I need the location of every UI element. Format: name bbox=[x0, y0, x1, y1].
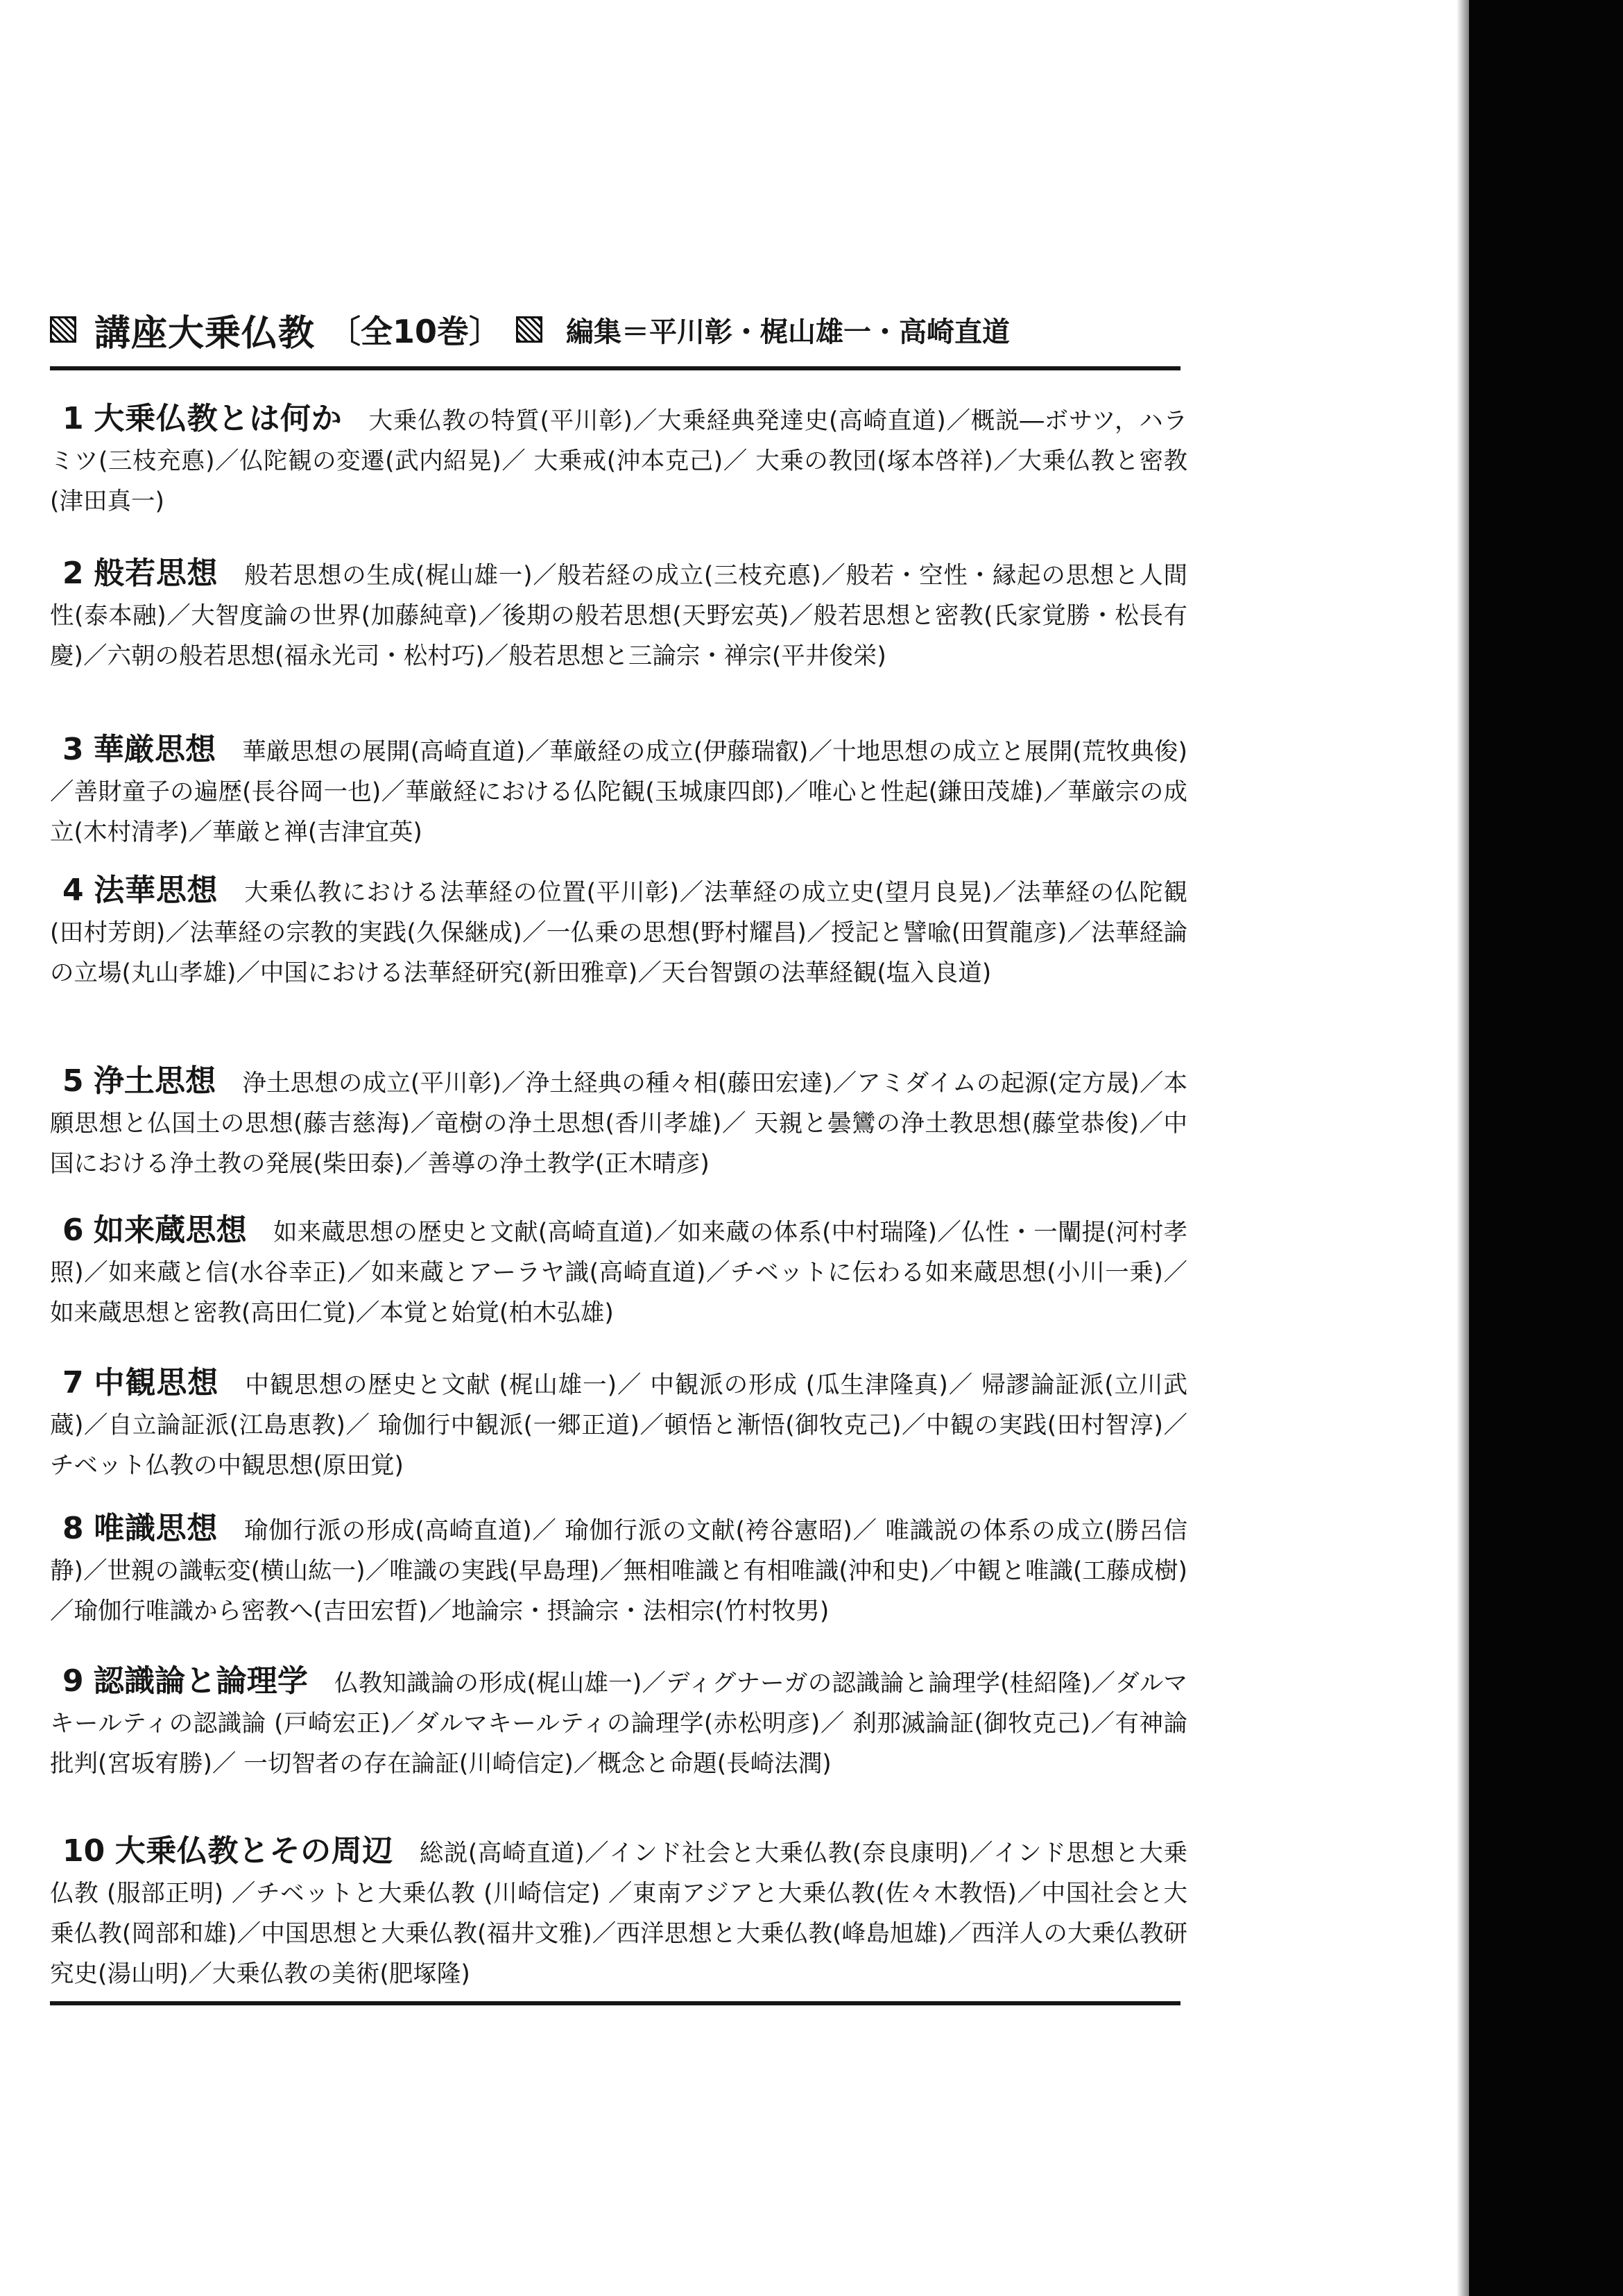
volume-entry bbox=[50, 554, 1187, 676]
volume-number: 7 bbox=[62, 1365, 84, 1400]
volume-number: 4 bbox=[62, 873, 84, 908]
volume-contents: 浄土思想の成立(平川彰)／浄土経典の種々相(藤田宏達)／アミダイムの起源(定方晟)／本願思想と仏国土の思想(藤吉慈海)／竜樹の浄土思想(香川孝雄)／ 天親と曇鸞の浄土教思想(藤堂恭俊)／中国における浄土教の発展(柴田泰)／善導の浄土教学(正木晴彦) bbox=[50, 1070, 1187, 1178]
top-rule bbox=[50, 366, 1180, 370]
volume-title: 唯識思想 bbox=[93, 1511, 218, 1546]
volume-number: 3 bbox=[62, 732, 84, 767]
volume-entry bbox=[50, 1363, 1187, 1486]
hatch-mark-icon bbox=[50, 316, 76, 343]
page-edge bbox=[1469, 0, 1623, 2296]
volume-contents: 如来蔵思想の歴史と文献(高崎直道)／如来蔵の体系(中村瑞隆)／仏性・一闡提(河村孝照)／如来蔵と信(水谷幸正)／如来蔵とアーラヤ識(高崎直道)／チベットに伝わる如来蔵思想(小川一乗)／如来蔵思想と密教(高田仁覚)／本覚と始覚(柏木弘雄) bbox=[50, 1219, 1188, 1327]
volume-entry bbox=[50, 399, 1187, 522]
volume-entry bbox=[50, 1509, 1187, 1631]
volume-title: 大乗仏教とは何か bbox=[93, 401, 343, 436]
page-edge-shadow bbox=[1457, 0, 1470, 2296]
volume-contents: 仏教知識論の形成(梶山雄一)／ディグナーガの認識論と論理学(桂紹隆)／ダルマキールティの認識論 (戸崎宏正)／ダルマキールティの論理学(赤松明彦)／ 刹那滅論証(御牧克己)／有神論批判(宮坂宥勝)／ 一切智者の存在論証(川崎信定)／概念と命題(長崎法潤) bbox=[50, 1670, 1187, 1778]
volume-title: 般若思想 bbox=[93, 556, 218, 591]
volume-title: 認識論と論理学 bbox=[93, 1663, 309, 1699]
volume-entry bbox=[50, 1061, 1187, 1184]
volume-title: 如来蔵思想 bbox=[93, 1213, 247, 1248]
volume-entry bbox=[50, 1831, 1187, 1994]
volume-contents: 瑜伽行派の形成(高崎直道)／ 瑜伽行派の文献(袴谷憲昭)／ 唯識説の体系の成立(勝呂信静)／世親の識転変(横山紘一)／唯識の実践(早島理)／無相唯識と有相唯識(沖和史)／中観と唯識(工藤成樹)／瑜伽行唯識から密教へ(吉田宏晢)／地論宗・摂論宗・法相宗(竹村牧男) bbox=[50, 1517, 1187, 1625]
volume-contents: 華厳思想の展開(高崎直道)／華厳経の成立(伊藤瑞叡)／十地思想の成立と展開(荒牧典俊)／善財童子の遍歴(長谷岡一也)／華厳経における仏陀観(玉城康四郎)／唯心と性起(鎌田茂雄)／華厳宗の成立(木村清孝)／華厳と禅(吉津宜英) bbox=[50, 738, 1187, 846]
bottom-rule bbox=[50, 2001, 1180, 2005]
volume-number: 10 bbox=[62, 1833, 105, 1869]
volume-number: 5 bbox=[62, 1063, 84, 1099]
volume-contents: 中観思想の歴史と文献 (梶山雄一)／ 中観派の形成 (瓜生津隆真)／ 帰謬論証派(立川武蔵)／自立論証派(江島恵教)／ 瑜伽行中観派(一郷正道)／頓悟と漸悟(御牧克己)／中観の実践(田村智淳)／チベット仏教の中観思想(原田覚) bbox=[50, 1371, 1187, 1480]
volume-title: 法華思想 bbox=[93, 873, 218, 908]
volume-title: 浄土思想 bbox=[93, 1063, 216, 1099]
volume-contents: 大乗仏教の特質(平川彰)／大乗経典発達史(高崎直道)／概説―ボサツ，ハラミツ(三枝充悳)／仏陀観の変遷(武内紹晃)／ 大乗戒(沖本克己)／ 大乗の教団(塚本啓祥)／大乗仏教と密教(津田真一) bbox=[50, 407, 1188, 515]
volume-contents: 般若思想の生成(梶山雄一)／般若経の成立(三枝充悳)／般若・空性・縁起の思想と人間性(泰本融)／大智度論の世界(加藤純章)／後期の般若思想(天野宏英)／般若思想と密教(氏家覚勝・松長有慶)／六朝の般若思想(福永光司・松村巧)／般若思想と三論宗・禅宗(平井俊栄) bbox=[50, 562, 1187, 670]
volume-entry bbox=[50, 730, 1187, 853]
volume-title: 大乗仏教とその周辺 bbox=[114, 1833, 393, 1869]
series-header bbox=[50, 302, 1174, 357]
volume-entry bbox=[50, 871, 1187, 993]
volume-count: 〔全10巻〕 bbox=[329, 313, 501, 350]
volume-contents: 総説(高崎直道)／インド社会と大乗仏教(奈良康明)／インド思想と大乗仏教 (服部正明) ／チベットと大乗仏教 (川崎信定) ／東南アジアと大乗仏教(佐々木教悟)／中国社会と大乗仏教(岡部和雄)／中国思想と大乗仏教(福井文雅)／西洋思想と大乗仏教(峰島旭雄)／西洋人の大乗仏教研究史(湯山明)／大乗仏教の美術(肥塚隆) bbox=[50, 1840, 1187, 1988]
volume-entry bbox=[50, 1210, 1187, 1333]
volume-number: 9 bbox=[62, 1663, 84, 1699]
volume-entry bbox=[50, 1661, 1187, 1784]
volume-title: 華厳思想 bbox=[93, 732, 216, 767]
volume-contents: 大乗仏教における法華経の位置(平川彰)／法華経の成立史(望月良晃)／法華経の仏陀観(田村芳朗)／法華経の宗教的実践(久保継成)／一仏乗の思想(野村耀昌)／授記と譬喩(田賀龍彦)／法華経論の立場(丸山孝雄)／中国における法華経研究(新田雅章)／天台智顗の法華経観(塩入良道) bbox=[50, 879, 1187, 987]
series-title: 講座大乗仏教 bbox=[94, 312, 316, 354]
volume-number: 6 bbox=[62, 1213, 84, 1248]
volume-number: 2 bbox=[62, 556, 84, 591]
editors: 編集＝平川彰・梶山雄一・高崎直道 bbox=[566, 316, 1011, 348]
hatch-mark-icon bbox=[516, 316, 542, 343]
volume-number: 8 bbox=[62, 1511, 84, 1546]
volume-number: 1 bbox=[62, 401, 84, 436]
volume-title: 中観思想 bbox=[93, 1365, 219, 1400]
